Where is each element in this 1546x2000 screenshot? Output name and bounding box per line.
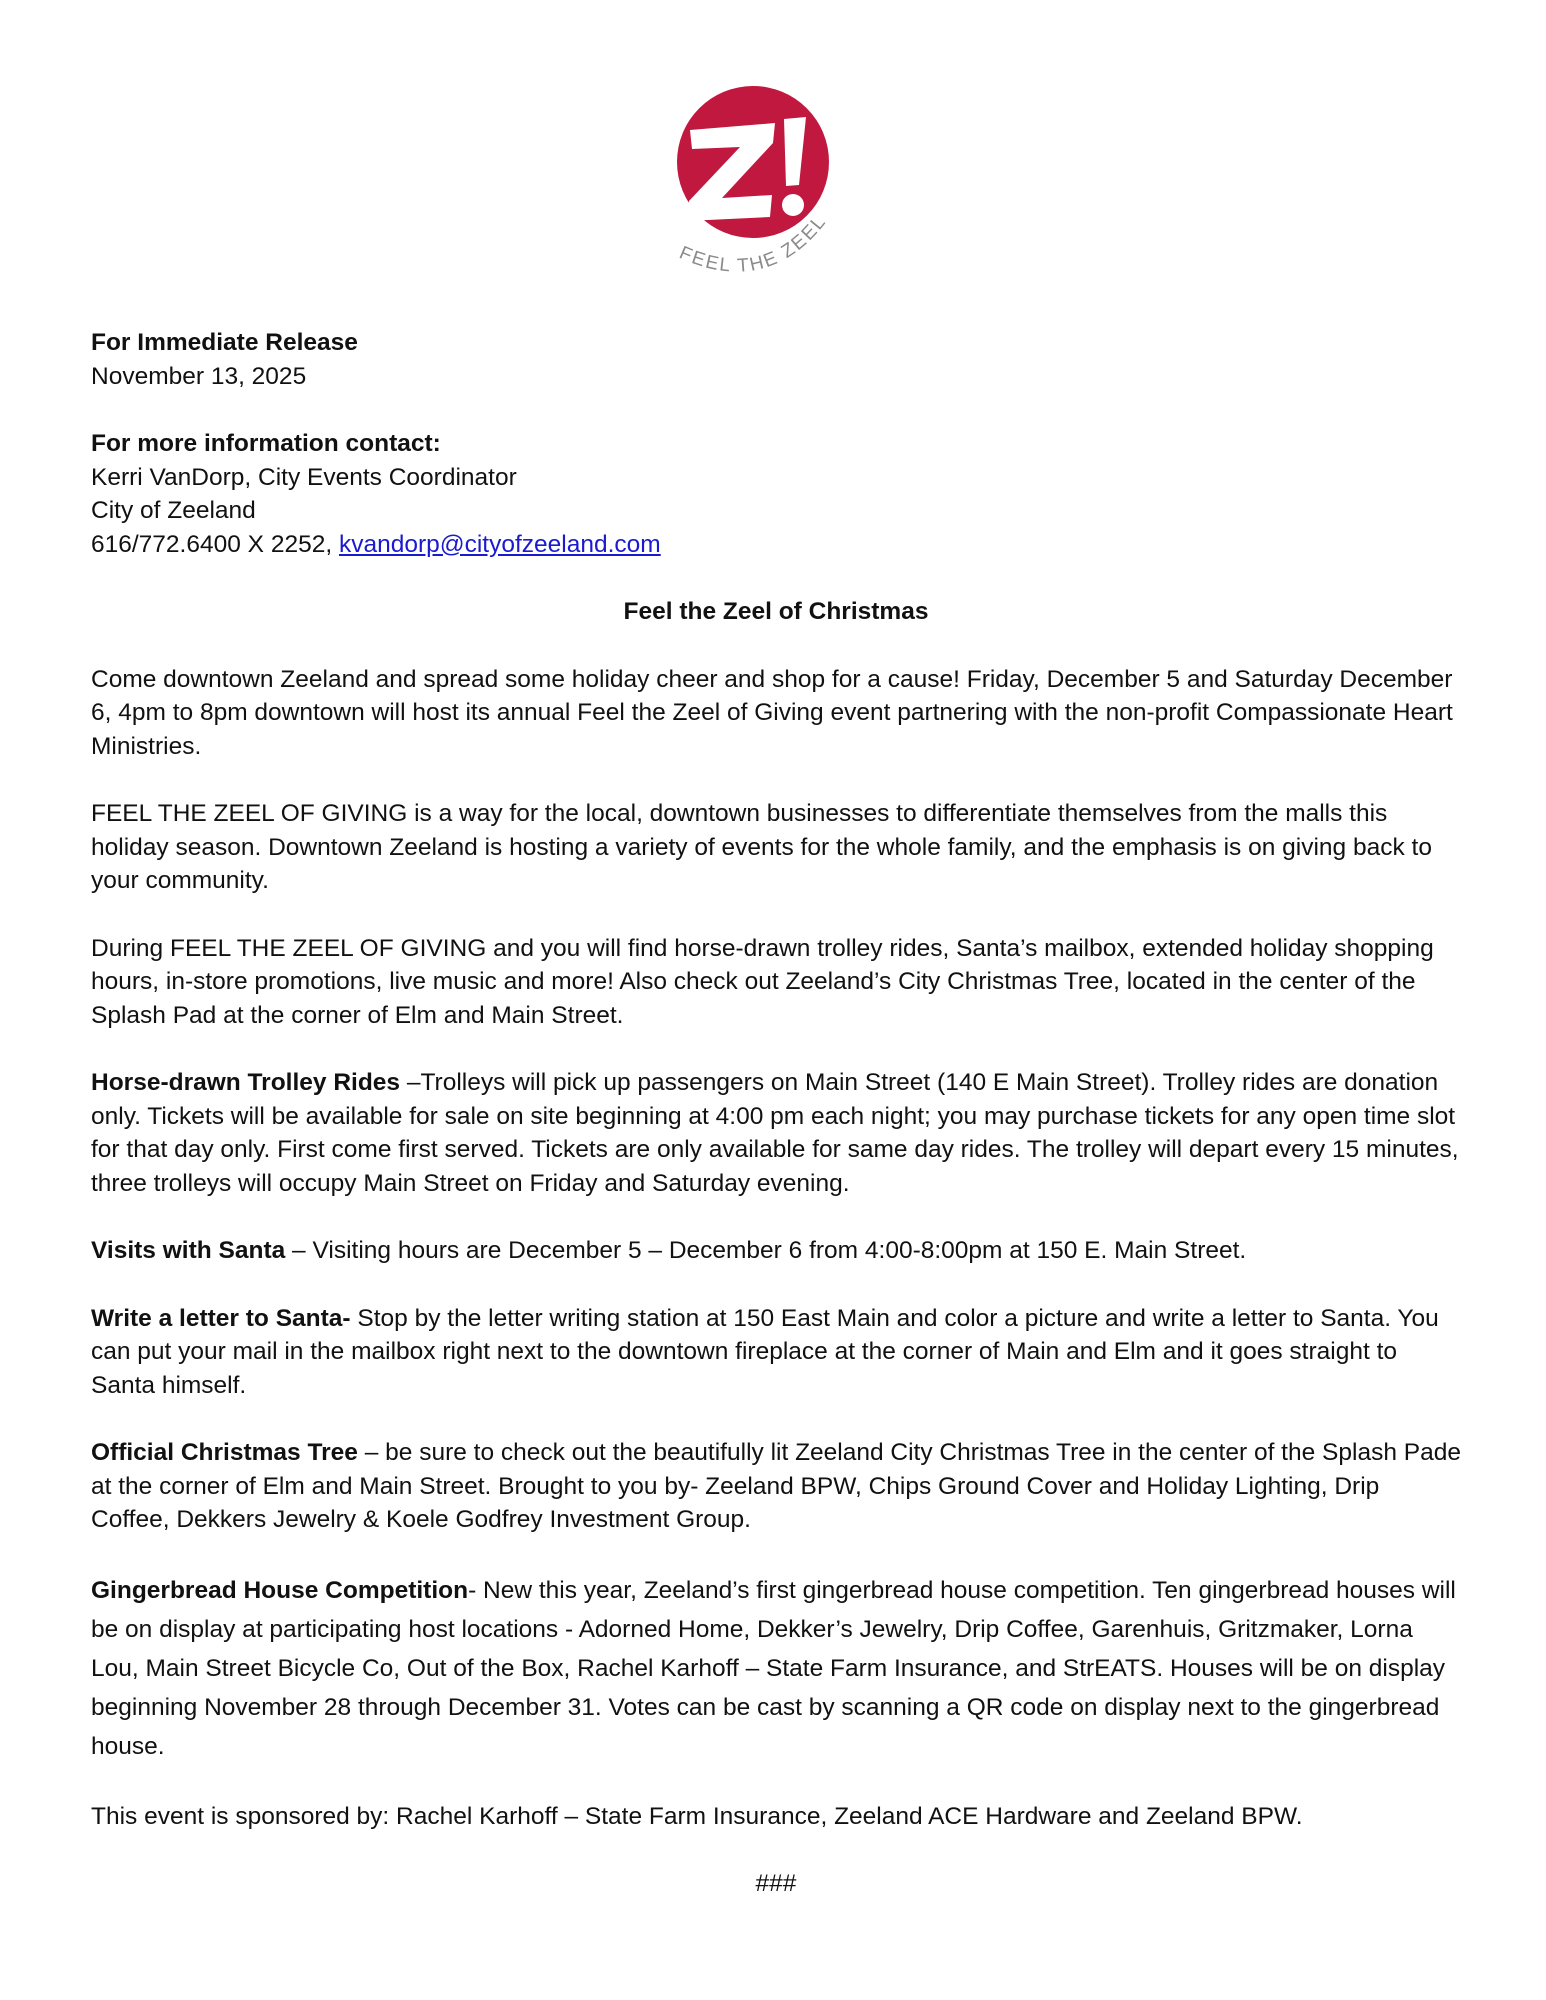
trolley-paragraph [91,1066,1461,1200]
about-paragraph: FEEL THE ZEEL OF GIVING is a way for the local, downtown businesses to differentiate themselves from the malls this holiday season. Downtown Zeeland is hosting a variety of events for the whole family, and the emphasis is on giving back to your community. [91,800,1432,894]
intro-paragraph: Come downtown Zeeland and spread some holiday cheer and shop for a cause! Friday, December 5 and Saturday December 6, 4pm to 8pm downtown will host its annual Feel the Zeel of Giving event partnering with the non-profit Compassionate Heart Ministries. [91,665,1453,760]
santa-text: – Visiting hours are December 5 – December 6 from 4:00-8:00pm at 150 E. Main Street. [285,1237,1247,1264]
santa-heading: Visits with Santa [91,1237,286,1264]
contact-email-link[interactable]: kvandorp@cityofzeeland.com [338,530,661,558]
letter-text: Stop by the letter writing station at 150 East Main and color a picture and write a letter to Santa. You can put your mail in the mailbox right next to the downtown fireplace at the corner of Main and Elm and it goes straight to Santa himself. [91,1304,1439,1399]
release-title-text: Feel the Zeel of Christmas [623,598,929,625]
tree-paragraph [91,1436,1461,1537]
contact-phone-line [91,528,1461,562]
trolley-heading: Horse-drawn Trolley Rides [91,1069,401,1096]
contact-label: For more information contact: [91,430,441,457]
release-date: November 13, 2025 [91,362,307,390]
contact-org: City of Zeeland [91,497,256,524]
letter-heading: Write a letter to Santa- [91,1304,351,1332]
trolley-text: –Trolleys will pick up passengers on Main Street (140 E Main Street). Trolley rides are donation only. Tickets will be available for sale on site beginning at 4:00 pm each night; you may purchase tickets for any open time slot for that day only. First come first served. Tickets are only available for same day rides. The trolley will depart every 15 minutes, three trolleys will occupy Main Street on Friday and Saturday evening. [91,1069,1459,1197]
gingerbread-paragraph [91,1571,1461,1766]
gingerbread-text: - New this year, Zeeland’s first gingerbread house competition. Ten gingerbread houses will be on display at participating host locations - Adorned Home, Dekker’s Jewelry, Drip Coffee, Garenhuis, Gritzmaker, Lorna Lou, Main Street Bicycle Co, Out of the Box, Rachel Karhoff – State Farm Insurance, and StrEATS. Houses will be on display beginning November 28 through December 31. Votes can be cast by scanning a QR code on display next to the gingerbread house. [91,1576,1456,1760]
during-paragraph: During FEEL THE ZEEL OF GIVING and you will find horse-drawn trolley rides, Santa’s mailbox, extended holiday shopping hours, in-store promotions, live music and more! Also check out Zeeland’s City Christmas Tree, located in the center of the Splash Pad at the corner of Elm and Main Street. [91,934,1434,1029]
contact-name: Kerri VanDorp, City Events Coordinator [91,463,517,491]
tree-text: – be sure to check out the beautifully lit Zeeland City Christmas Tree in the center of the Splash Pade at the corner of Elm and Main Street. Brought to you by- Zeeland BPW, Chips Ground Cover and Holiday Lighting, Drip Coffee, Dekkers Jewelry & Koele Godfrey Investment Group. [91,1439,1461,1533]
release-header [91,326,1461,393]
release-body [91,326,1461,1901]
release-title [91,595,1461,629]
release-label: For Immediate Release [91,329,358,356]
logo-tagline: FEEL THE ZEEL [676,210,831,277]
gingerbread-heading: Gingerbread House Competition [91,1576,469,1604]
end-mark: ### [755,1870,797,1897]
tree-heading: Official Christmas Tree [91,1439,358,1466]
letter-paragraph [91,1302,1461,1403]
contact-block [91,427,1461,561]
contact-phone: 616/772.6400 X 2252, [91,530,339,558]
logo-exclaim-dot [782,194,804,216]
santa-paragraph [91,1234,1461,1268]
sponsors-paragraph: This event is sponsored by: Rachel Karhoff – State Farm Insurance, Zeeland ACE Hardware and Zeeland BPW. [91,1802,1303,1830]
feel-the-zeel-logo [660,85,900,305]
